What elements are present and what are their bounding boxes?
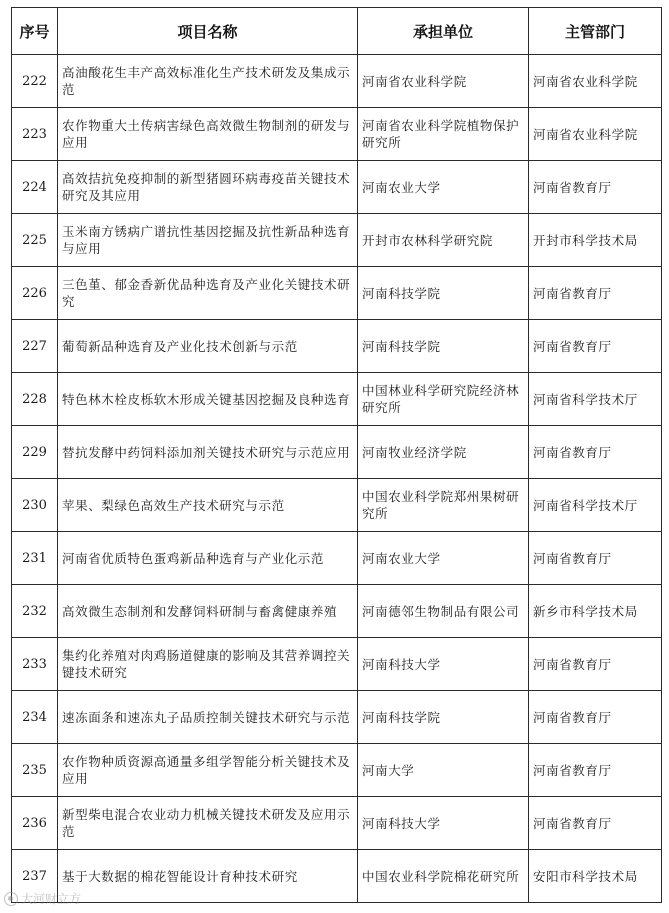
projects-table xyxy=(11,7,662,903)
table-row xyxy=(12,638,662,691)
row-dept: 河南省教育厅 xyxy=(529,426,662,479)
header-name: 项目名称 xyxy=(58,8,358,55)
row-project-name: 替抗发酵中药饲料添加剂关键技术研究与示范应用 xyxy=(58,426,358,479)
table-header-row xyxy=(12,8,662,55)
row-num: 235 xyxy=(12,744,58,797)
row-dept: 河南省农业科学院 xyxy=(529,55,662,108)
table-row xyxy=(12,55,662,108)
table-row xyxy=(12,320,662,373)
row-project-name: 玉米南方锈病广谱抗性基因挖掘及抗性新品种选育与应用 xyxy=(58,214,358,267)
table-row xyxy=(12,214,662,267)
row-num: 230 xyxy=(12,479,58,532)
row-dept: 河南省教育厅 xyxy=(529,744,662,797)
watermark-text: 大河财立方 xyxy=(21,892,82,906)
row-dept: 河南省教育厅 xyxy=(529,161,662,214)
table-row xyxy=(12,585,662,638)
row-unit: 河南农业大学 xyxy=(358,532,529,585)
row-unit: 开封市农林科学研究院 xyxy=(358,214,529,267)
row-project-name: 基于大数据的棉花智能设计育种技术研究 xyxy=(58,850,358,903)
row-dept: 新乡市科学技术局 xyxy=(529,585,662,638)
row-num: 226 xyxy=(12,267,58,320)
row-dept: 河南省教育厅 xyxy=(529,532,662,585)
row-unit: 河南省农业科学院 xyxy=(358,55,529,108)
row-unit: 中国农业科学院郑州果树研究所 xyxy=(358,479,529,532)
row-unit: 河南德邻生物制品有限公司 xyxy=(358,585,529,638)
row-project-name: 特色林木栓皮栎软木形成关键基因挖掘及良种选育 xyxy=(58,373,358,426)
row-project-name: 农作物种质资源高通量多组学智能分析关键技术及应用 xyxy=(58,744,358,797)
row-num: 237 xyxy=(12,850,58,903)
row-dept: 河南省教育厅 xyxy=(529,797,662,850)
table-row xyxy=(12,373,662,426)
table-row xyxy=(12,426,662,479)
row-project-name: 葡萄新品种选育及产业化技术创新与示范 xyxy=(58,320,358,373)
header-dept: 主管部门 xyxy=(529,8,662,55)
row-num: 232 xyxy=(12,585,58,638)
row-dept: 河南省科学技术厅 xyxy=(529,373,662,426)
row-dept: 河南省教育厅 xyxy=(529,267,662,320)
table-row xyxy=(12,479,662,532)
row-num: 224 xyxy=(12,161,58,214)
row-project-name: 农作物重大土传病害绿色高效微生物制剂的研发与应用 xyxy=(58,108,358,161)
row-num: 229 xyxy=(12,426,58,479)
row-unit: 河南大学 xyxy=(358,744,529,797)
row-unit: 中国农业科学院棉花研究所 xyxy=(358,850,529,903)
row-unit: 中国林业科学研究院经济林研究所 xyxy=(358,373,529,426)
row-num: 233 xyxy=(12,638,58,691)
row-unit: 河南科技学院 xyxy=(358,320,529,373)
row-project-name: 河南省优质特色蛋鸡新品种选育与产业化示范 xyxy=(58,532,358,585)
watermark-logo-icon xyxy=(4,892,18,906)
row-unit: 河南农业大学 xyxy=(358,161,529,214)
table-row xyxy=(12,267,662,320)
row-project-name: 高效拮抗免疫抑制的新型猪圆环病毒疫苗关键技术研究及其应用 xyxy=(58,161,358,214)
row-dept: 河南省教育厅 xyxy=(529,691,662,744)
row-unit: 河南科技学院 xyxy=(358,691,529,744)
row-num: 236 xyxy=(12,797,58,850)
row-num: 225 xyxy=(12,214,58,267)
row-dept: 河南省教育厅 xyxy=(529,320,662,373)
table-row xyxy=(12,850,662,903)
row-unit: 河南科技学院 xyxy=(358,267,529,320)
table-row xyxy=(12,744,662,797)
table-row xyxy=(12,108,662,161)
row-project-name: 集约化养殖对肉鸡肠道健康的影响及其营养调控关键技术研究 xyxy=(58,638,358,691)
row-project-name: 新型柴电混合农业动力机械关键技术研发及应用示范 xyxy=(58,797,358,850)
row-project-name: 速冻面条和速冻丸子品质控制关键技术研究与示范 xyxy=(58,691,358,744)
row-unit: 河南省农业科学院植物保护研究所 xyxy=(358,108,529,161)
row-unit: 河南科技大学 xyxy=(358,797,529,850)
row-num: 223 xyxy=(12,108,58,161)
row-unit: 河南牧业经济学院 xyxy=(358,426,529,479)
row-project-name: 高效微生态制剂和发酵饲料研制与畜禽健康养殖 xyxy=(58,585,358,638)
row-num: 228 xyxy=(12,373,58,426)
row-dept: 河南省农业科学院 xyxy=(529,108,662,161)
table-row xyxy=(12,161,662,214)
row-dept: 开封市科学技术局 xyxy=(529,214,662,267)
row-project-name: 三色堇、郁金香新优品种选育及产业化关键技术研究 xyxy=(58,267,358,320)
table-row xyxy=(12,797,662,850)
row-num: 222 xyxy=(12,55,58,108)
row-dept: 河南省教育厅 xyxy=(529,638,662,691)
header-unit: 承担单位 xyxy=(358,8,529,55)
row-project-name: 高油酸花生丰产高效标准化生产技术研发及集成示范 xyxy=(58,55,358,108)
row-dept: 河南省科学技术厅 xyxy=(529,479,662,532)
row-num: 231 xyxy=(12,532,58,585)
row-project-name: 苹果、梨绿色高效生产技术研究与示范 xyxy=(58,479,358,532)
row-num: 227 xyxy=(12,320,58,373)
row-unit: 河南科技大学 xyxy=(358,638,529,691)
row-num: 234 xyxy=(12,691,58,744)
row-dept: 安阳市科学技术局 xyxy=(529,850,662,903)
watermark xyxy=(4,890,81,907)
table-row xyxy=(12,691,662,744)
header-num: 序号 xyxy=(12,8,58,55)
table-row xyxy=(12,532,662,585)
